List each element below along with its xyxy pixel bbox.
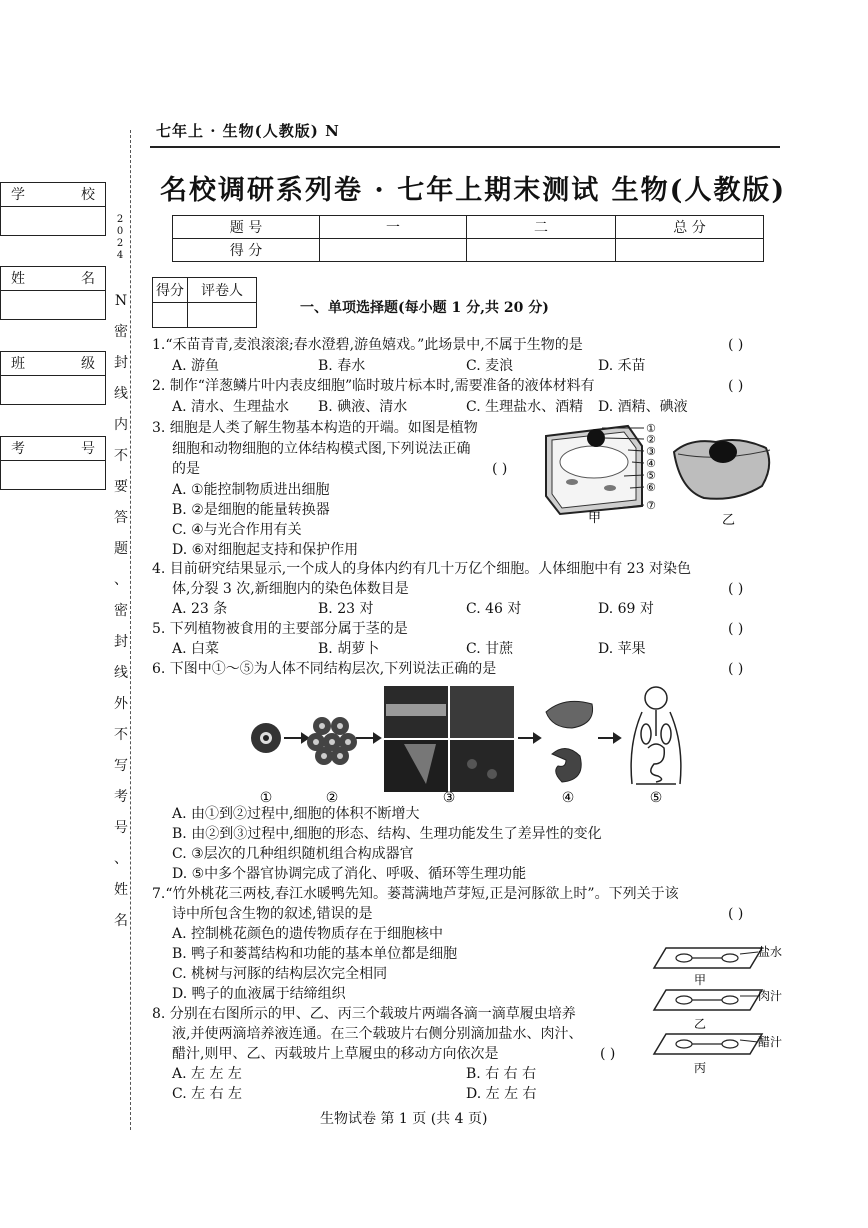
score-header-item: 题 号 (173, 216, 320, 239)
q3-option-d[interactable]: D. ⑥对细胞起支持和保护作用 (172, 542, 359, 558)
q4-option-c[interactable]: C. 46 对 (466, 601, 522, 617)
slide-caption-bing: 丙 (694, 1061, 707, 1075)
animal-cell-caption: 乙 (722, 513, 736, 528)
name-label-1: 姓 (11, 271, 25, 287)
slide-caption-yi: 乙 (694, 1017, 707, 1031)
q4-line-1: 4. 目前研究结果显示,一个成人的身体内约有几十万亿个细胞。人体细胞中有 23 对染色 (152, 561, 691, 577)
score-row-label: 得 分 (173, 239, 320, 262)
score-header-part2: 二 (467, 216, 616, 239)
level-label-5: ⑤ (649, 790, 663, 806)
plant-cell-diagram (546, 426, 642, 514)
q2-option-a[interactable]: A. 清水、生理盐水 (172, 399, 290, 415)
q5-answer-paren[interactable]: ( ) (728, 621, 744, 637)
q8-line-2: 液,并使两滴培养液连通。在三个载玻片右侧分别滴加盐水、肉汁、 (172, 1026, 583, 1042)
q1-answer-paren[interactable]: ( ) (728, 337, 744, 353)
q5-stem: 5. 下列植物被食用的主要部分属于茎的是 (152, 621, 408, 637)
slide-label-broth: 肉汁 (758, 989, 783, 1003)
cell-label-1: ① (646, 422, 656, 435)
school-label-2: 校 (81, 187, 95, 203)
cell-structure-figure (540, 418, 780, 528)
seal-instruction: N 密 封 线 内 不 要 答 题 、 密 封 线 外 不 写 考 号 、 姓 名 (114, 293, 128, 929)
q6-option-d[interactable]: D. ⑤中多个器官协调完成了消化、呼吸、循环等生理功能 (172, 866, 527, 882)
grader-score-label: 得分 (153, 278, 188, 303)
q4-option-a[interactable]: A. 23 条 (172, 601, 228, 617)
slide-label-vinegar: 醋汁 (758, 1035, 783, 1049)
q8-option-b[interactable]: B. 右 右 右 (466, 1066, 537, 1082)
q6-option-a[interactable]: A. 由①到②过程中,细胞的体积不断增大 (172, 806, 420, 822)
header-rule (150, 146, 780, 148)
side-year: 2 0 2 4 (116, 214, 124, 261)
slide-label-saltwater: 盐水 (758, 945, 783, 959)
class-label-1: 班 (11, 356, 25, 372)
section-title: 一、单项选择题(每小题 1 分,共 20 分) (300, 300, 549, 316)
q8-option-a[interactable]: A. 左 左 左 (172, 1066, 242, 1082)
score-table (172, 215, 764, 262)
score-header-part1: 一 (320, 216, 467, 239)
cell-label-7: ⑦ (646, 499, 656, 512)
q1-option-c[interactable]: C. 麦浪 (466, 358, 514, 374)
cell-label-4: ④ (646, 457, 656, 470)
q1-option-a[interactable]: A. 游鱼 (172, 358, 220, 374)
q1-stem: 1.“禾苗青青,麦浪滚滚;春水澄碧,游鱼嬉戏。”此场景中,不属于生物的是 (152, 337, 583, 353)
q8-answer-paren[interactable]: ( ) (600, 1046, 616, 1062)
slide-caption-jia: 甲 (694, 973, 707, 987)
number-label-1: 考 (11, 441, 25, 457)
q5-option-a[interactable]: A. 白菜 (172, 641, 220, 657)
q4-option-b[interactable]: B. 23 对 (318, 601, 374, 617)
q6-stem: 6. 下图中①～⑤为人体不同结构层次,下列说法正确的是 (152, 661, 497, 677)
number-label-2: 号 (81, 441, 95, 457)
q8-line-3: 醋汁,则甲、乙、丙载玻片上草履虫的移动方向依次是 (172, 1046, 499, 1062)
cell-label-2: ② (646, 433, 656, 446)
q7-line-2: 诗中所包含生物的叙述,错误的是 (172, 906, 373, 922)
q7-line-1: 7.“竹外桃花三两枝,春江水暖鸭先知。蒌蒿满地芦芽短,正是河豚欲上时”。下列关于该 (152, 886, 679, 902)
q3-option-c[interactable]: C. ④与光合作用有关 (172, 522, 302, 538)
name-label-2: 名 (81, 271, 95, 287)
slides-figure (650, 940, 790, 1080)
q2-option-d[interactable]: D. 酒精、碘液 (598, 399, 688, 415)
cell-label-3: ③ (646, 445, 656, 458)
q3-answer-paren[interactable]: ( ) (492, 461, 508, 477)
cell-label-6: ⑥ (646, 481, 656, 494)
q2-option-b[interactable]: B. 碘液、清水 (318, 399, 408, 415)
q6-answer-paren[interactable]: ( ) (728, 661, 744, 677)
level-label-4: ④ (561, 790, 575, 806)
organ-image (546, 701, 593, 782)
level-label-1: ① (259, 790, 273, 806)
single-cell-image (251, 723, 281, 753)
school-label-1: 学 (11, 187, 25, 203)
q7-option-d[interactable]: D. 鸭子的血液属于结缔组织 (172, 986, 346, 1002)
exam-title: 名校调研系列卷 · 七年上期末测试 生物(人教版) (160, 175, 787, 206)
level-label-2: ② (325, 790, 339, 806)
seal-line (130, 130, 131, 1130)
animal-cell-diagram (674, 440, 770, 499)
exam-number-field[interactable] (0, 436, 106, 490)
score-header-total: 总 分 (616, 216, 764, 239)
score-cell-total[interactable] (616, 239, 764, 262)
cell-cluster-image (307, 717, 357, 765)
level-label-3: ③ (442, 790, 456, 806)
q5-option-d[interactable]: D. 苹果 (598, 641, 646, 657)
q7-option-a[interactable]: A. 控制桃花颜色的遗传物质存在于细胞核中 (172, 926, 444, 942)
q3-option-a[interactable]: A. ①能控制物质进出细胞 (172, 482, 330, 498)
class-field[interactable] (0, 351, 106, 405)
q7-answer-paren[interactable]: ( ) (728, 906, 744, 922)
q2-answer-paren[interactable]: ( ) (728, 378, 744, 394)
page-footer: 生物试卷 第 1 页 (共 4 页) (320, 1111, 488, 1127)
q4-line-2: 体,分裂 3 次,新细胞内的染色体数目是 (172, 581, 409, 597)
class-label-2: 级 (81, 356, 95, 372)
tissue-images (384, 686, 514, 792)
q6-option-b[interactable]: B. 由②到③过程中,细胞的形态、结构、生理功能发生了差异性的变化 (172, 826, 602, 842)
q8-option-c[interactable]: C. 左 右 左 (172, 1086, 243, 1102)
school-field[interactable] (0, 182, 106, 236)
q3-option-b[interactable]: B. ②是细胞的能量转换器 (172, 502, 330, 518)
grader-name-cell[interactable] (188, 303, 257, 328)
grader-name-label: 评卷人 (188, 278, 257, 303)
plant-cell-caption: 甲 (588, 511, 602, 526)
q7-option-b[interactable]: B. 鸭子和蒌蒿结构和功能的基本单位都是细胞 (172, 946, 458, 962)
grader-table (152, 277, 257, 328)
q1-option-b[interactable]: B. 春水 (318, 358, 366, 374)
grader-score-cell[interactable] (153, 303, 188, 328)
series-header: 七年上 · 生物(人教版) N (156, 122, 340, 140)
q4-option-d[interactable]: D. 69 对 (598, 601, 654, 617)
q5-option-c[interactable]: C. 甘蔗 (466, 641, 514, 657)
score-cell-1[interactable] (320, 239, 467, 262)
q3-line-1: 3. 细胞是人类了解生物基本构造的开端。如图是植物 (152, 420, 478, 436)
body-levels-figure (236, 684, 696, 806)
q8-line-1: 8. 分别在右图所示的甲、乙、丙三个载玻片两端各滴一滴草履虫培养 (152, 1006, 576, 1022)
name-field[interactable] (0, 266, 106, 320)
q2-option-c[interactable]: C. 生理盐水、酒精 (466, 399, 584, 415)
q2-stem: 2. 制作“洋葱鳞片叶内表皮细胞”临时玻片标本时,需要准备的液体材料有 (152, 378, 595, 394)
q3-line-3: 的是 (172, 461, 200, 477)
q8-option-d[interactable]: D. 左 左 右 (466, 1086, 537, 1102)
q4-answer-paren[interactable]: ( ) (728, 581, 744, 597)
q3-line-2: 细胞和动物细胞的立体结构模式图,下列说法正确 (172, 441, 471, 457)
q7-option-c[interactable]: C. 桃树与河豚的结构层次完全相同 (172, 966, 388, 982)
cell-label-5: ⑤ (646, 469, 656, 482)
score-cell-2[interactable] (467, 239, 616, 262)
q1-option-d[interactable]: D. 禾苗 (598, 358, 646, 374)
human-system-image (631, 687, 681, 784)
q5-option-b[interactable]: B. 胡萝卜 (318, 641, 380, 657)
q6-option-c[interactable]: C. ③层次的几种组织随机组合构成器官 (172, 846, 414, 862)
